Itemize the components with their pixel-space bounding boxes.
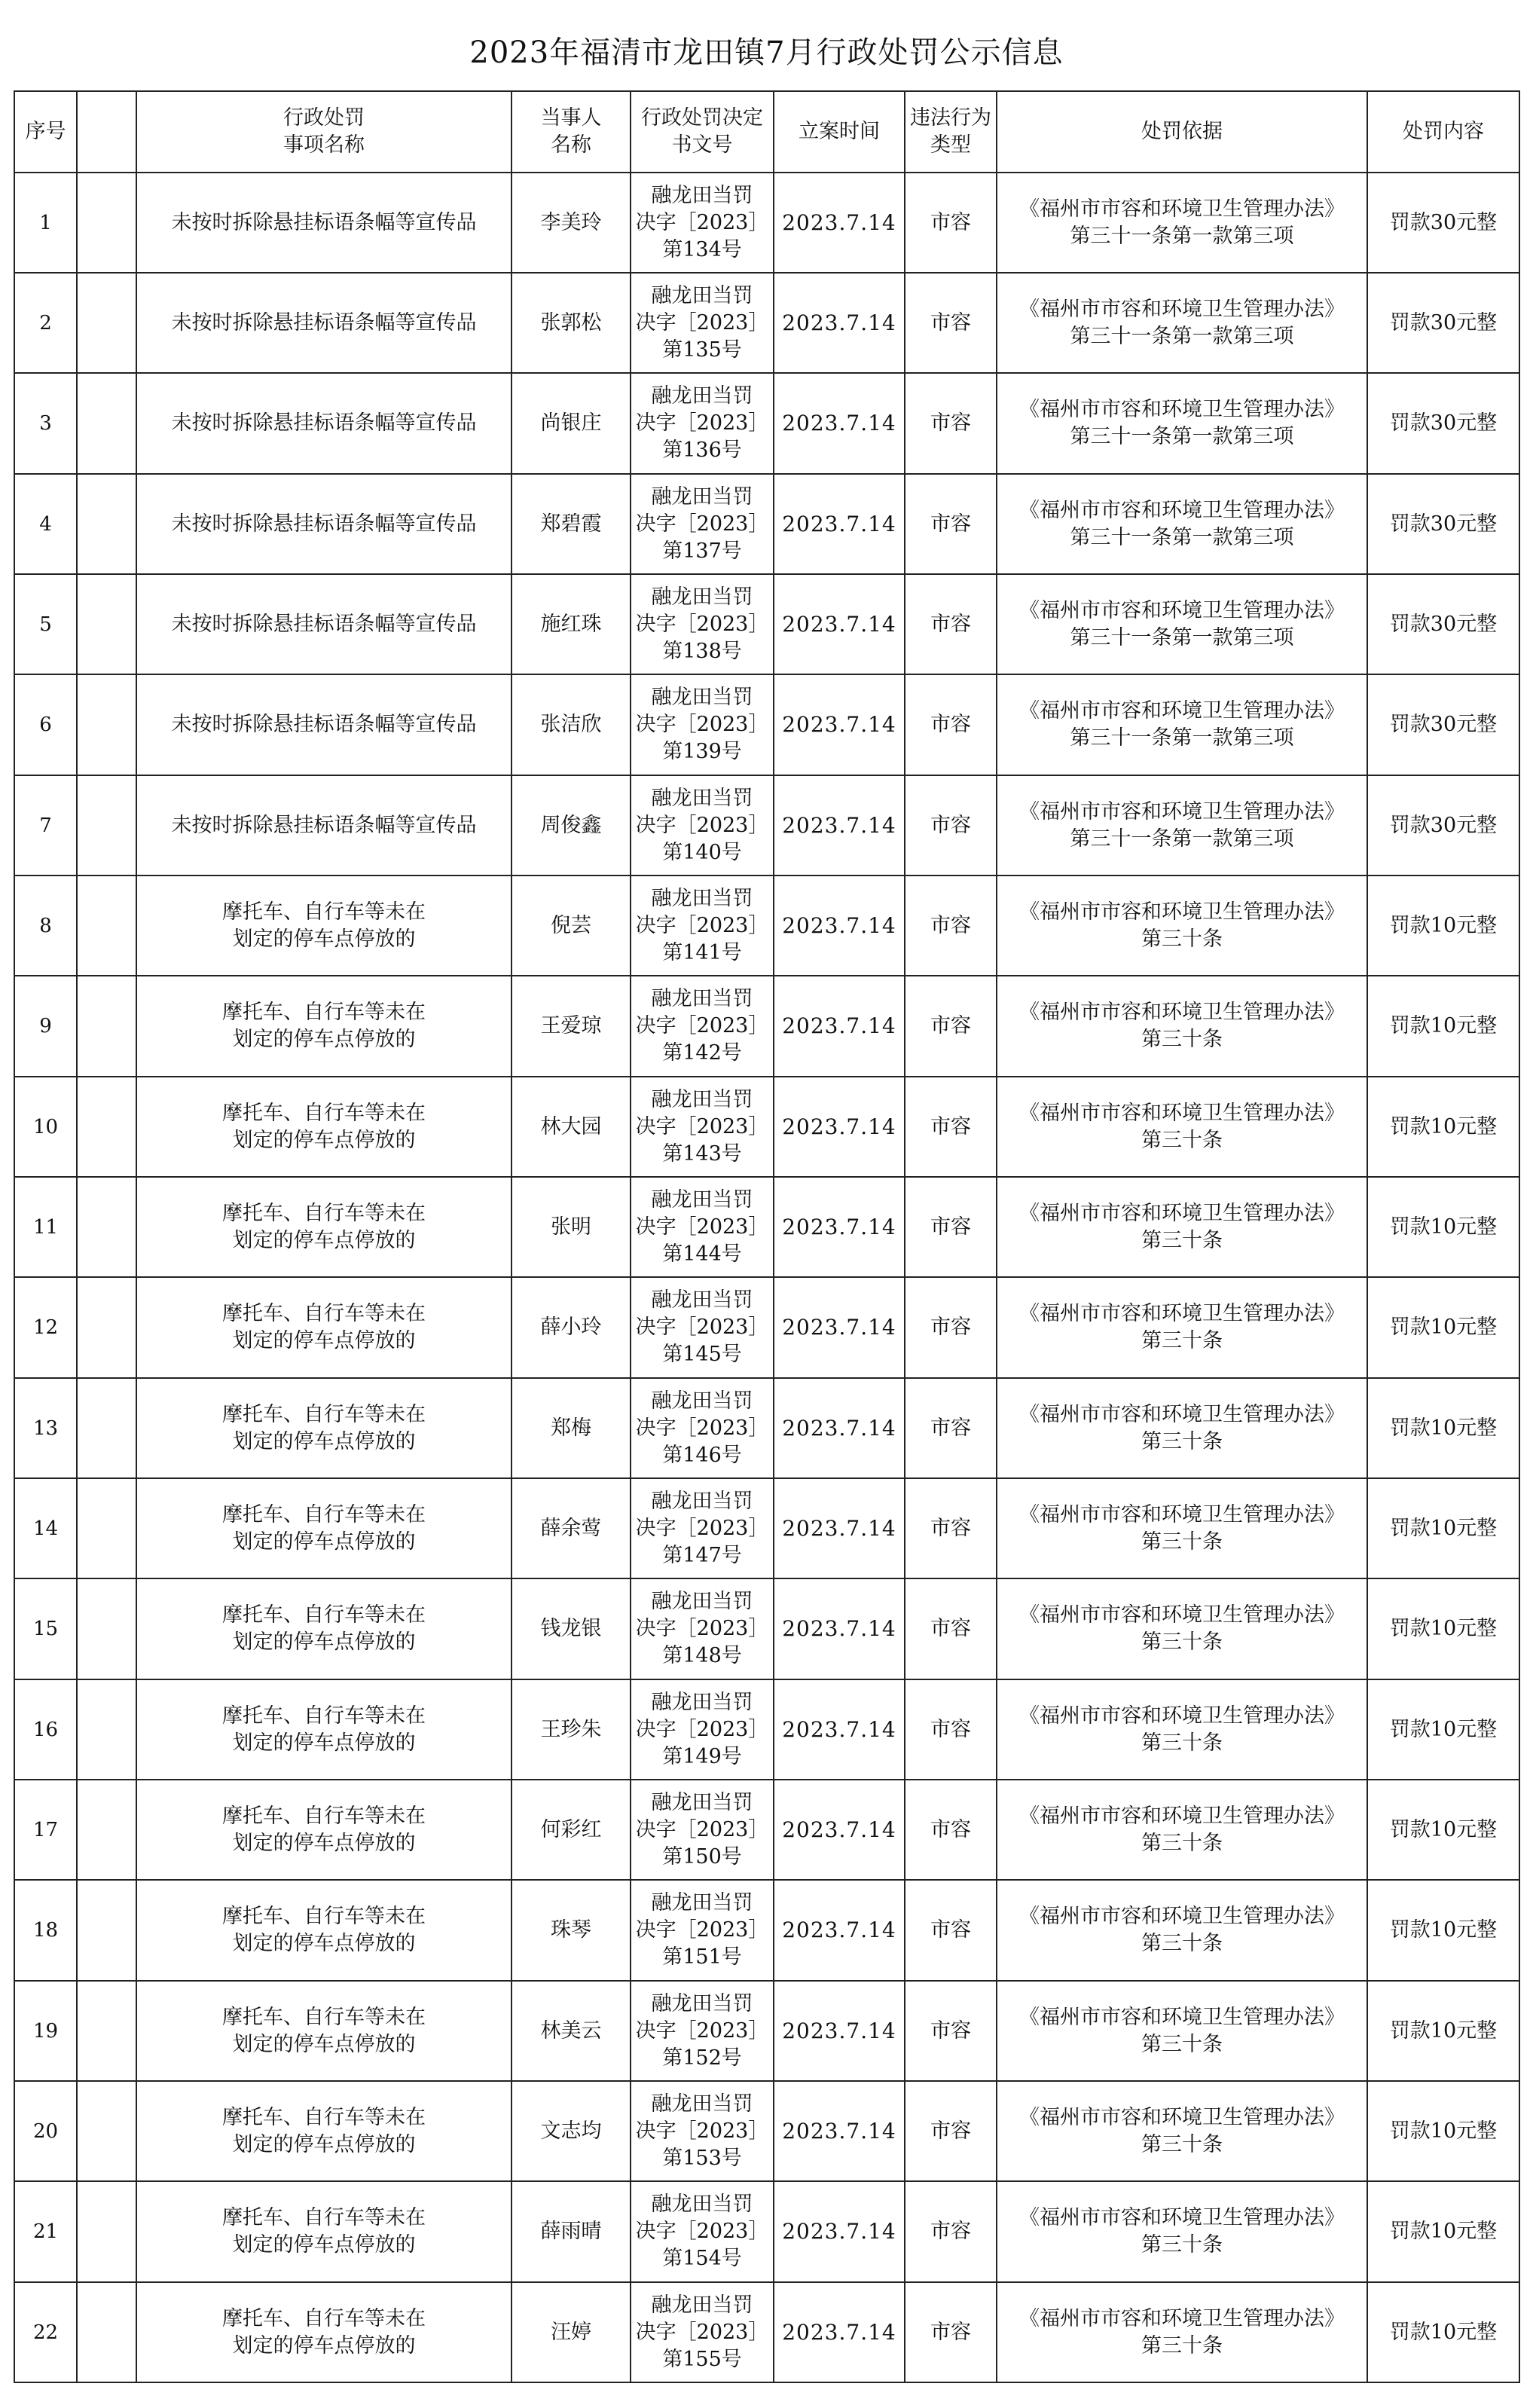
cell-content: 罚款10元整 [1367, 1177, 1519, 1277]
cell-blank [77, 1679, 136, 1780]
cell-content: 罚款10元整 [1367, 1880, 1519, 1981]
cell-doc: 融龙田当罚 决字［2023］ 第141号 [631, 875, 774, 976]
table-row [14, 2081, 1519, 2181]
cell-seq: 18 [14, 1880, 77, 1981]
cell-seq: 7 [14, 775, 77, 875]
cell-basis: 《福州市市容和环境卫生管理办法》 第三十一条第一款第三项 [997, 775, 1367, 875]
cell-basis: 《福州市市容和环境卫生管理办法》 第三十条 [997, 1880, 1367, 1981]
header-blank [77, 91, 136, 173]
cell-date: 2023.7.14 [774, 1478, 905, 1578]
cell-seq: 22 [14, 2282, 77, 2382]
cell-blank [77, 373, 136, 474]
cell-party: 薛雨晴 [512, 2181, 631, 2282]
cell-item: 未按时拆除悬挂标语条幅等宣传品 [136, 574, 512, 674]
cell-doc: 融龙田当罚 决字［2023］ 第152号 [631, 1981, 774, 2081]
cell-item: 摩托车、自行车等未在 划定的停车点停放的 [136, 1077, 512, 1177]
cell-party: 张郭松 [512, 273, 631, 373]
cell-party: 张明 [512, 1177, 631, 1277]
cell-party: 尚银庄 [512, 373, 631, 474]
cell-item: 摩托车、自行车等未在 划定的停车点停放的 [136, 1177, 512, 1277]
cell-type: 市容 [905, 2181, 997, 2282]
cell-content: 罚款10元整 [1367, 1277, 1519, 1378]
cell-basis: 《福州市市容和环境卫生管理办法》 第三十一条第一款第三项 [997, 373, 1367, 474]
cell-blank [77, 474, 136, 574]
cell-doc: 融龙田当罚 决字［2023］ 第150号 [631, 1780, 774, 1880]
cell-item: 未按时拆除悬挂标语条幅等宣传品 [136, 775, 512, 875]
cell-seq: 4 [14, 474, 77, 574]
cell-seq: 12 [14, 1277, 77, 1378]
cell-seq: 3 [14, 373, 77, 474]
cell-type: 市容 [905, 1679, 997, 1780]
table-row [14, 474, 1519, 574]
cell-blank [77, 273, 136, 373]
cell-item: 摩托车、自行车等未在 划定的停车点停放的 [136, 976, 512, 1077]
cell-blank [77, 1277, 136, 1378]
cell-item: 摩托车、自行车等未在 划定的停车点停放的 [136, 1880, 512, 1981]
cell-doc: 融龙田当罚 决字［2023］ 第148号 [631, 1578, 774, 1679]
header-row [14, 91, 1519, 173]
cell-doc: 融龙田当罚 决字［2023］ 第135号 [631, 273, 774, 373]
cell-type: 市容 [905, 273, 997, 373]
cell-seq: 10 [14, 1077, 77, 1177]
cell-party: 汪婷 [512, 2282, 631, 2382]
cell-type: 市容 [905, 373, 997, 474]
table-row [14, 1780, 1519, 1880]
cell-party: 郑碧霞 [512, 474, 631, 574]
cell-content: 罚款30元整 [1367, 173, 1519, 273]
cell-item: 摩托车、自行车等未在 划定的停车点停放的 [136, 1378, 512, 1478]
cell-blank [77, 1378, 136, 1478]
cell-content: 罚款30元整 [1367, 273, 1519, 373]
cell-doc: 融龙田当罚 决字［2023］ 第142号 [631, 976, 774, 1077]
cell-doc: 融龙田当罚 决字［2023］ 第140号 [631, 775, 774, 875]
cell-doc: 融龙田当罚 决字［2023］ 第136号 [631, 373, 774, 474]
cell-party: 施红珠 [512, 574, 631, 674]
cell-basis: 《福州市市容和环境卫生管理办法》 第三十条 [997, 2181, 1367, 2282]
cell-date: 2023.7.14 [774, 1177, 905, 1277]
cell-type: 市容 [905, 1077, 997, 1177]
cell-content: 罚款30元整 [1367, 674, 1519, 775]
cell-date: 2023.7.14 [774, 2081, 905, 2181]
cell-basis: 《福州市市容和环境卫生管理办法》 第三十条 [997, 1277, 1367, 1378]
cell-party: 周俊鑫 [512, 775, 631, 875]
cell-party: 薛余莺 [512, 1478, 631, 1578]
cell-seq: 16 [14, 1679, 77, 1780]
cell-type: 市容 [905, 976, 997, 1077]
cell-doc: 融龙田当罚 决字［2023］ 第151号 [631, 1880, 774, 1981]
table-row [14, 775, 1519, 875]
cell-blank [77, 1880, 136, 1981]
cell-doc: 融龙田当罚 决字［2023］ 第145号 [631, 1277, 774, 1378]
cell-party: 林大园 [512, 1077, 631, 1177]
cell-blank [77, 875, 136, 976]
table-row [14, 373, 1519, 474]
cell-basis: 《福州市市容和环境卫生管理办法》 第三十条 [997, 1378, 1367, 1478]
table-row [14, 173, 1519, 273]
table-row [14, 273, 1519, 373]
cell-doc: 融龙田当罚 决字［2023］ 第147号 [631, 1478, 774, 1578]
cell-blank [77, 1981, 136, 2081]
cell-basis: 《福州市市容和环境卫生管理办法》 第三十条 [997, 1177, 1367, 1277]
cell-seq: 6 [14, 674, 77, 775]
table-row [14, 1880, 1519, 1981]
cell-blank [77, 775, 136, 875]
cell-blank [77, 2282, 136, 2382]
cell-party: 钱龙银 [512, 1578, 631, 1679]
cell-type: 市容 [905, 474, 997, 574]
cell-seq: 21 [14, 2181, 77, 2282]
cell-blank [77, 2181, 136, 2282]
cell-seq: 2 [14, 273, 77, 373]
cell-basis: 《福州市市容和环境卫生管理办法》 第三十条 [997, 875, 1367, 976]
cell-date: 2023.7.14 [774, 1880, 905, 1981]
header-date: 立案时间 [774, 91, 905, 173]
cell-date: 2023.7.14 [774, 1780, 905, 1880]
cell-item: 摩托车、自行车等未在 划定的停车点停放的 [136, 875, 512, 976]
cell-party: 薛小玲 [512, 1277, 631, 1378]
table-row [14, 1378, 1519, 1478]
cell-party: 文志均 [512, 2081, 631, 2181]
cell-item: 摩托车、自行车等未在 划定的停车点停放的 [136, 1981, 512, 2081]
table-row [14, 1478, 1519, 1578]
cell-content: 罚款10元整 [1367, 976, 1519, 1077]
cell-type: 市容 [905, 173, 997, 273]
cell-content: 罚款10元整 [1367, 1478, 1519, 1578]
cell-content: 罚款10元整 [1367, 1981, 1519, 2081]
cell-basis: 《福州市市容和环境卫生管理办法》 第三十一条第一款第三项 [997, 574, 1367, 674]
table-row [14, 674, 1519, 775]
cell-type: 市容 [905, 1478, 997, 1578]
cell-item: 摩托车、自行车等未在 划定的停车点停放的 [136, 1679, 512, 1780]
cell-item: 未按时拆除悬挂标语条幅等宣传品 [136, 373, 512, 474]
cell-type: 市容 [905, 2081, 997, 2181]
cell-item: 摩托车、自行车等未在 划定的停车点停放的 [136, 1277, 512, 1378]
cell-party: 林美云 [512, 1981, 631, 2081]
penalty-table [14, 90, 1520, 2383]
cell-content: 罚款10元整 [1367, 1378, 1519, 1478]
cell-party: 李美玲 [512, 173, 631, 273]
cell-seq: 11 [14, 1177, 77, 1277]
cell-party: 何彩红 [512, 1780, 631, 1880]
cell-blank [77, 1478, 136, 1578]
cell-date: 2023.7.14 [774, 674, 905, 775]
cell-item: 未按时拆除悬挂标语条幅等宣传品 [136, 273, 512, 373]
cell-doc: 融龙田当罚 决字［2023］ 第144号 [631, 1177, 774, 1277]
cell-doc: 融龙田当罚 决字［2023］ 第134号 [631, 173, 774, 273]
cell-item: 未按时拆除悬挂标语条幅等宣传品 [136, 173, 512, 273]
cell-type: 市容 [905, 1780, 997, 1880]
table-row [14, 2282, 1519, 2382]
cell-date: 2023.7.14 [774, 1981, 905, 2081]
cell-item: 摩托车、自行车等未在 划定的停车点停放的 [136, 1478, 512, 1578]
cell-party: 王珍朱 [512, 1679, 631, 1780]
cell-content: 罚款10元整 [1367, 2081, 1519, 2181]
table-row [14, 574, 1519, 674]
cell-date: 2023.7.14 [774, 373, 905, 474]
cell-item: 摩托车、自行车等未在 划定的停车点停放的 [136, 2181, 512, 2282]
cell-doc: 融龙田当罚 决字［2023］ 第153号 [631, 2081, 774, 2181]
cell-seq: 13 [14, 1378, 77, 1478]
cell-type: 市容 [905, 875, 997, 976]
header-doc: 行政处罚决定 书文号 [631, 91, 774, 173]
cell-item: 摩托车、自行车等未在 划定的停车点停放的 [136, 1578, 512, 1679]
document-title: 2023年福清市龙田镇7月行政处罚公示信息 [469, 35, 1064, 70]
cell-type: 市容 [905, 674, 997, 775]
cell-blank [77, 1177, 136, 1277]
cell-party: 郑梅 [512, 1378, 631, 1478]
cell-item: 摩托车、自行车等未在 划定的停车点停放的 [136, 1780, 512, 1880]
cell-seq: 19 [14, 1981, 77, 2081]
header-seq: 序号 [14, 91, 77, 173]
cell-date: 2023.7.14 [774, 2282, 905, 2382]
cell-type: 市容 [905, 1880, 997, 1981]
table-row [14, 2181, 1519, 2282]
table-row [14, 1277, 1519, 1378]
cell-type: 市容 [905, 1981, 997, 2081]
cell-blank [77, 1578, 136, 1679]
cell-basis: 《福州市市容和环境卫生管理办法》 第三十条 [997, 1578, 1367, 1679]
cell-party: 王爱琼 [512, 976, 631, 1077]
cell-blank [77, 976, 136, 1077]
cell-doc: 融龙田当罚 决字［2023］ 第149号 [631, 1679, 774, 1780]
cell-content: 罚款30元整 [1367, 474, 1519, 574]
cell-date: 2023.7.14 [774, 574, 905, 674]
cell-basis: 《福州市市容和环境卫生管理办法》 第三十条 [997, 1679, 1367, 1780]
cell-type: 市容 [905, 574, 997, 674]
cell-doc: 融龙田当罚 决字［2023］ 第143号 [631, 1077, 774, 1177]
cell-blank [77, 173, 136, 273]
table-row [14, 976, 1519, 1077]
cell-date: 2023.7.14 [774, 173, 905, 273]
table-row [14, 1981, 1519, 2081]
cell-basis: 《福州市市容和环境卫生管理办法》 第三十一条第一款第三项 [997, 474, 1367, 574]
cell-basis: 《福州市市容和环境卫生管理办法》 第三十条 [997, 1077, 1367, 1177]
header-type: 违法行为 类型 [905, 91, 997, 173]
cell-basis: 《福州市市容和环境卫生管理办法》 第三十条 [997, 976, 1367, 1077]
cell-basis: 《福州市市容和环境卫生管理办法》 第三十条 [997, 1780, 1367, 1880]
cell-item: 摩托车、自行车等未在 划定的停车点停放的 [136, 2282, 512, 2382]
cell-content: 罚款10元整 [1367, 2181, 1519, 2282]
table-row [14, 1177, 1519, 1277]
cell-type: 市容 [905, 2282, 997, 2382]
table-row [14, 875, 1519, 976]
cell-basis: 《福州市市容和环境卫生管理办法》 第三十一条第一款第三项 [997, 173, 1367, 273]
cell-doc: 融龙田当罚 决字［2023］ 第138号 [631, 574, 774, 674]
cell-type: 市容 [905, 775, 997, 875]
cell-blank [77, 574, 136, 674]
cell-content: 罚款10元整 [1367, 1679, 1519, 1780]
cell-date: 2023.7.14 [774, 474, 905, 574]
header-party: 当事人 名称 [512, 91, 631, 173]
table-row [14, 1679, 1519, 1780]
table-body [14, 173, 1519, 2382]
cell-basis: 《福州市市容和环境卫生管理办法》 第三十条 [997, 2081, 1367, 2181]
cell-date: 2023.7.14 [774, 2181, 905, 2282]
cell-doc: 融龙田当罚 决字［2023］ 第139号 [631, 674, 774, 775]
cell-date: 2023.7.14 [774, 1077, 905, 1177]
cell-item: 摩托车、自行车等未在 划定的停车点停放的 [136, 2081, 512, 2181]
cell-doc: 融龙田当罚 决字［2023］ 第137号 [631, 474, 774, 574]
cell-basis: 《福州市市容和环境卫生管理办法》 第三十条 [997, 1981, 1367, 2081]
cell-type: 市容 [905, 1277, 997, 1378]
cell-basis: 《福州市市容和环境卫生管理办法》 第三十一条第一款第三项 [997, 273, 1367, 373]
cell-content: 罚款10元整 [1367, 1780, 1519, 1880]
cell-date: 2023.7.14 [774, 775, 905, 875]
cell-type: 市容 [905, 1177, 997, 1277]
cell-content: 罚款10元整 [1367, 1578, 1519, 1679]
cell-item: 未按时拆除悬挂标语条幅等宣传品 [136, 474, 512, 574]
cell-content: 罚款10元整 [1367, 875, 1519, 976]
cell-basis: 《福州市市容和环境卫生管理办法》 第三十条 [997, 1478, 1367, 1578]
cell-blank [77, 2081, 136, 2181]
cell-seq: 1 [14, 173, 77, 273]
cell-seq: 9 [14, 976, 77, 1077]
cell-type: 市容 [905, 1578, 997, 1679]
cell-seq: 15 [14, 1578, 77, 1679]
cell-content: 罚款10元整 [1367, 2282, 1519, 2382]
cell-content: 罚款30元整 [1367, 373, 1519, 474]
cell-content: 罚款10元整 [1367, 1077, 1519, 1177]
header-content: 处罚内容 [1367, 91, 1519, 173]
cell-seq: 17 [14, 1780, 77, 1880]
cell-basis: 《福州市市容和环境卫生管理办法》 第三十条 [997, 2282, 1367, 2382]
cell-seq: 14 [14, 1478, 77, 1578]
cell-content: 罚款30元整 [1367, 775, 1519, 875]
cell-date: 2023.7.14 [774, 1578, 905, 1679]
cell-seq: 8 [14, 875, 77, 976]
cell-seq: 5 [14, 574, 77, 674]
cell-blank [77, 1780, 136, 1880]
cell-type: 市容 [905, 1378, 997, 1478]
table-header [14, 91, 1519, 173]
cell-party: 张洁欣 [512, 674, 631, 775]
cell-date: 2023.7.14 [774, 273, 905, 373]
table-row [14, 1077, 1519, 1177]
cell-doc: 融龙田当罚 决字［2023］ 第146号 [631, 1378, 774, 1478]
cell-date: 2023.7.14 [774, 1277, 905, 1378]
cell-doc: 融龙田当罚 决字［2023］ 第154号 [631, 2181, 774, 2282]
cell-party: 珠琴 [512, 1880, 631, 1981]
table-row [14, 1578, 1519, 1679]
cell-date: 2023.7.14 [774, 1679, 905, 1780]
cell-blank [77, 1077, 136, 1177]
cell-blank [77, 674, 136, 775]
cell-content: 罚款30元整 [1367, 574, 1519, 674]
header-item: 行政处罚 事项名称 [136, 91, 512, 173]
cell-item: 未按时拆除悬挂标语条幅等宣传品 [136, 674, 512, 775]
cell-doc: 融龙田当罚 决字［2023］ 第155号 [631, 2282, 774, 2382]
cell-seq: 20 [14, 2081, 77, 2181]
cell-party: 倪芸 [512, 875, 631, 976]
cell-date: 2023.7.14 [774, 976, 905, 1077]
cell-date: 2023.7.14 [774, 1378, 905, 1478]
cell-basis: 《福州市市容和环境卫生管理办法》 第三十一条第一款第三项 [997, 674, 1367, 775]
header-basis: 处罚依据 [997, 91, 1367, 173]
cell-date: 2023.7.14 [774, 875, 905, 976]
